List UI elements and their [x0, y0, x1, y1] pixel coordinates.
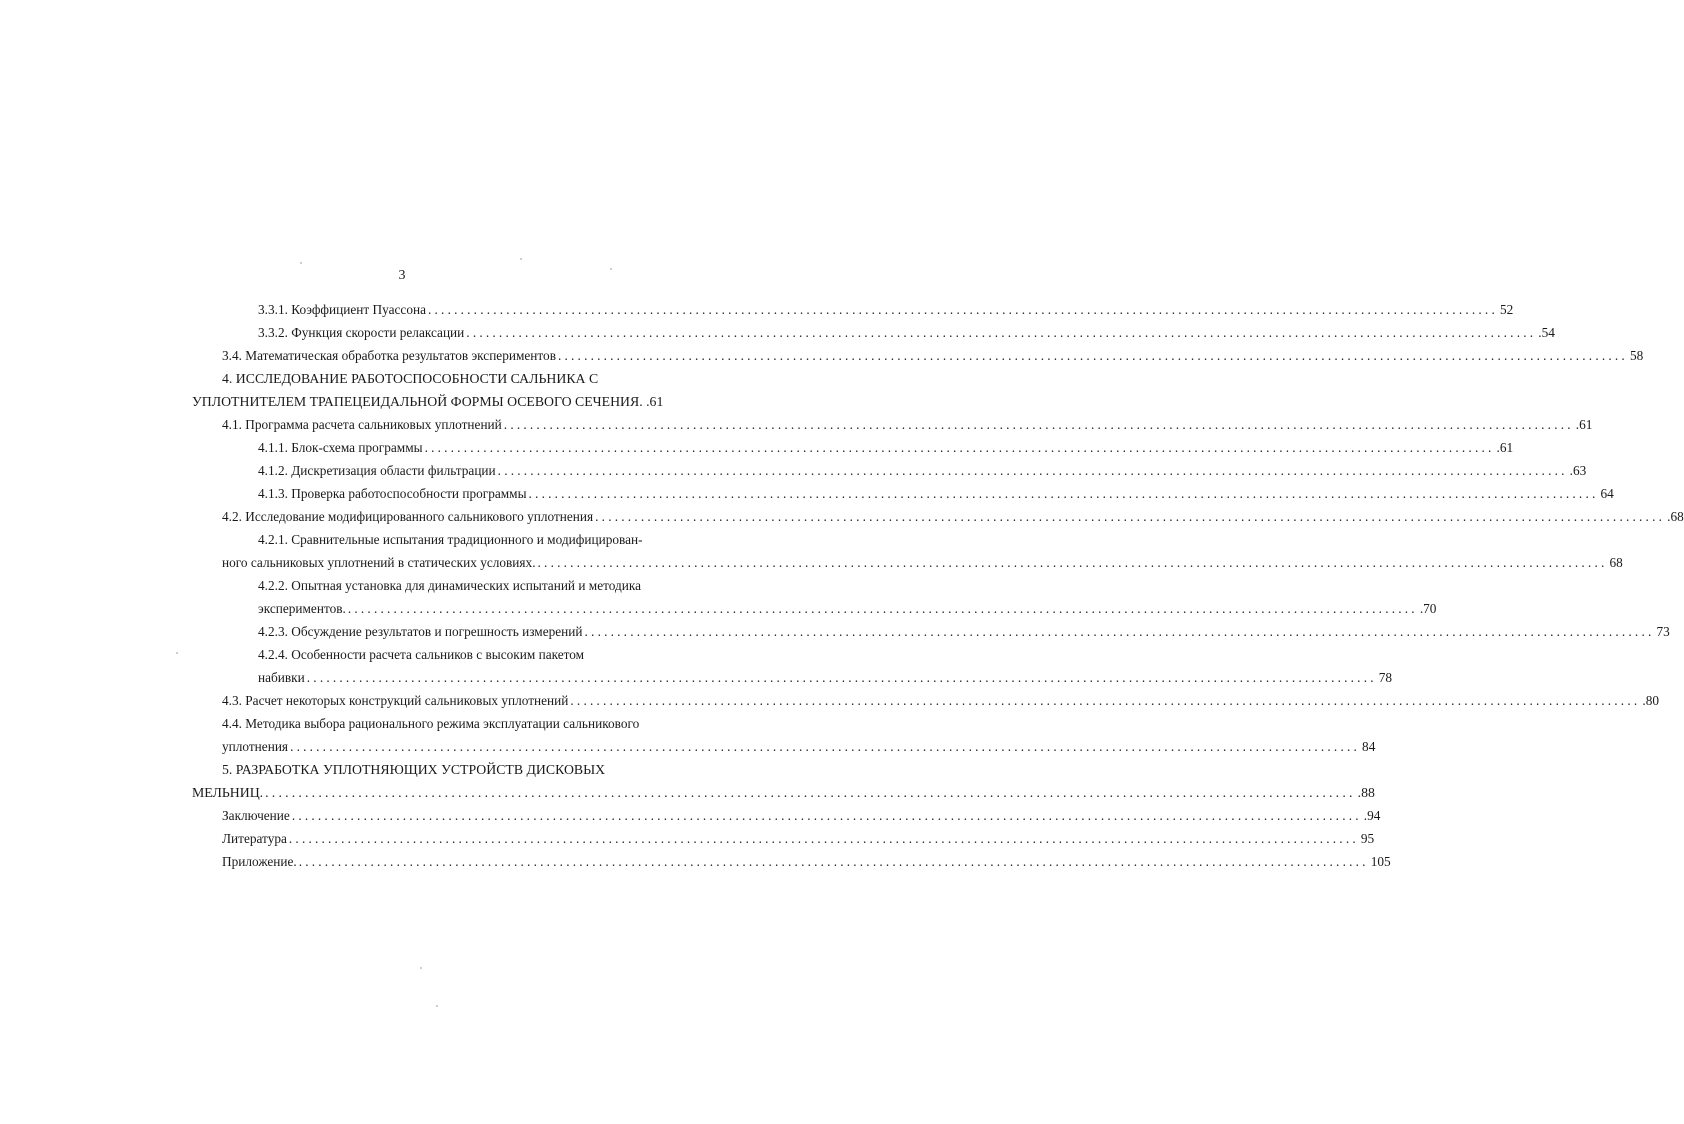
- toc-entry-appendix: [222, 852, 1391, 872]
- toc-entry-page: .54: [1538, 325, 1555, 340]
- toc-entry-title: 4.1.1. Блок-схема программы: [258, 440, 423, 455]
- toc-entry-title: 4.2.3. Обсуждение результатов и погрешность измерений: [258, 624, 583, 639]
- toc-entry-title: 3.3.1. Коэффициент Пуассона: [258, 302, 426, 317]
- toc-entry-title: 3.3.2. Функция скорости релаксации: [258, 325, 465, 340]
- toc-entry-4-2: [222, 507, 1684, 527]
- dot-leader: ....................................................................................................................................................................: [298, 854, 1369, 869]
- toc-entry-page: 78: [1378, 670, 1393, 685]
- toc-entry-page: 52: [1499, 302, 1514, 317]
- toc-entry-page: 68: [1609, 555, 1623, 570]
- toc-chapter-4-line-2: УПЛОТНИТЕЛЕМ ТРАПЕЦЕИДАЛЬНОЙ ФОРМЫ ОСЕВОГО СЕЧЕНИЯ. .61: [192, 394, 664, 409]
- toc-entry-4-4-line-2: [222, 737, 1376, 757]
- dot-leader: ....................................................................................................................................................................: [557, 348, 1628, 363]
- dot-leader: ....................................................................................................................................................................: [347, 601, 1418, 616]
- toc-entry-page: 58: [1629, 348, 1644, 363]
- toc-entry-4-3: [222, 691, 1660, 711]
- dot-leader: ....................................................................................................................................................................: [265, 785, 1356, 800]
- toc-entry-4-1-1: [258, 438, 1514, 458]
- dot-leader: ....................................................................................................................................................................: [497, 463, 1568, 478]
- toc-entry-title: 4.2. Исследование модифицированного сальникового уплотнения: [222, 509, 594, 524]
- dot-leader: ....................................................................................................................................................................: [288, 831, 1359, 846]
- toc-entry-page: .88: [1357, 785, 1375, 800]
- toc-entry-4-2-2-line-2: [258, 599, 1437, 619]
- toc-entry-4-2-4-line-1: 4.2.4. Особенности расчета сальников с высоким пакетом: [258, 647, 585, 662]
- dot-leader: ....................................................................................................................................................................: [528, 486, 1599, 501]
- toc-entry-page: .94: [1363, 808, 1381, 823]
- toc-entry-4-2-3: [258, 622, 1670, 642]
- dot-leader: ....................................................................................................................................................................: [537, 555, 1608, 570]
- toc-entry-title: 4.1. Программа расчета сальниковых уплотнений: [222, 417, 502, 432]
- toc-entry-title: ного сальниковых уплотнений в статических условиях.: [222, 555, 536, 570]
- toc-entry-title: 4.1.3. Проверка работоспособности программы: [258, 486, 527, 501]
- toc-entry-3-4: [222, 346, 1644, 366]
- dot-leader: ....................................................................................................................................................................: [290, 739, 1361, 754]
- toc-entry-4-1-2: [258, 461, 1587, 481]
- toc-chapter-5-line-1: 5. РАЗРАБОТКА УПЛОТНЯЮЩИХ УСТРОЙСТВ ДИСКОВЫХ: [222, 762, 606, 777]
- toc-entry-4-1-3: [258, 484, 1614, 504]
- toc-entry-page: .70: [1419, 601, 1437, 616]
- dot-leader: ....................................................................................................................................................................: [584, 624, 1655, 639]
- toc-chapter-5-line-2: [192, 783, 1375, 803]
- toc-entry-3-3-1: [258, 300, 1514, 320]
- toc-entry-title: 3.4. Математическая обработка результатов экспериментов: [222, 348, 556, 363]
- toc-entry-literature: [222, 829, 1375, 849]
- toc-entry-4-2-1-line-1: 4.2.1. Сравнительные испытания традиционного и модифицирован-: [258, 532, 643, 547]
- toc-entry-title: 4.1.2. Дискретизация области фильтрации: [258, 463, 496, 478]
- toc-entry-page: 73: [1656, 624, 1670, 639]
- dot-leader: ....................................................................................................................................................................: [570, 693, 1641, 708]
- toc-entry-title: 4.3. Расчет некоторых конструкций сальниковых уплотнений: [222, 693, 569, 708]
- toc-entry-page: .61: [1575, 417, 1593, 432]
- toc-entry-4-2-1-line-2: [222, 553, 1623, 573]
- toc-entry-title: набивки: [258, 670, 305, 685]
- toc-entry-title: экспериментов.: [258, 601, 346, 616]
- toc-entry-page: 64: [1600, 486, 1614, 501]
- dot-leader: ....................................................................................................................................................................: [306, 670, 1377, 685]
- dot-leader: ....................................................................................................................................................................: [424, 440, 1495, 455]
- scan-speck: [436, 1005, 438, 1007]
- toc-entry-title: уплотнения: [222, 739, 289, 754]
- dot-leader: ....................................................................................................................................................................: [466, 325, 1537, 340]
- toc-entry-page: .80: [1642, 693, 1660, 708]
- scan-speck: [420, 967, 422, 969]
- toc-entry-conclusion: [222, 806, 1381, 826]
- toc-entry-title: Заключение: [222, 808, 290, 823]
- toc-entry-page: .61: [1496, 440, 1514, 455]
- toc-entry-page: .68: [1667, 509, 1684, 524]
- toc-entry-title: Литература: [222, 831, 287, 846]
- dot-leader: ....................................................................................................................................................................: [428, 302, 1498, 317]
- toc-entry-page: 84: [1362, 739, 1376, 754]
- toc-entry-3-3-2: [258, 323, 1555, 343]
- toc-entry-page: .63: [1569, 463, 1587, 478]
- dot-leader: ....................................................................................................................................................................: [595, 509, 1666, 524]
- scan-speck: [300, 262, 302, 264]
- dot-leader: ....................................................................................................................................................................: [291, 808, 1362, 823]
- toc-entry-page: 105: [1370, 854, 1391, 869]
- toc-chapter-4-line-1: 4. ИССЛЕДОВАНИЕ РАБОТОСПОСОБНОСТИ САЛЬНИКА С: [222, 371, 599, 386]
- scan-speck: [176, 652, 178, 654]
- toc-entry-4-2-2-line-1: 4.2.2. Опытная установка для динамических испытаний и методика: [258, 578, 642, 593]
- toc-entry-title: Приложение.: [222, 854, 297, 869]
- toc-entry-page: 95: [1360, 831, 1375, 846]
- toc-entry-4-4-line-1: 4.4. Методика выбора рационального режима эксплуатации сальникового: [222, 716, 640, 731]
- toc-entry-4-2-4-line-2: [258, 668, 1393, 688]
- scan-speck: [610, 268, 612, 270]
- page-number: 3: [398, 268, 406, 283]
- scan-speck: [520, 258, 522, 260]
- dot-leader: ....................................................................................................................................................................: [503, 417, 1574, 432]
- toc-entry-title: МЕЛЬНИЦ.: [192, 785, 264, 800]
- toc-entry-4-1: [222, 415, 1593, 435]
